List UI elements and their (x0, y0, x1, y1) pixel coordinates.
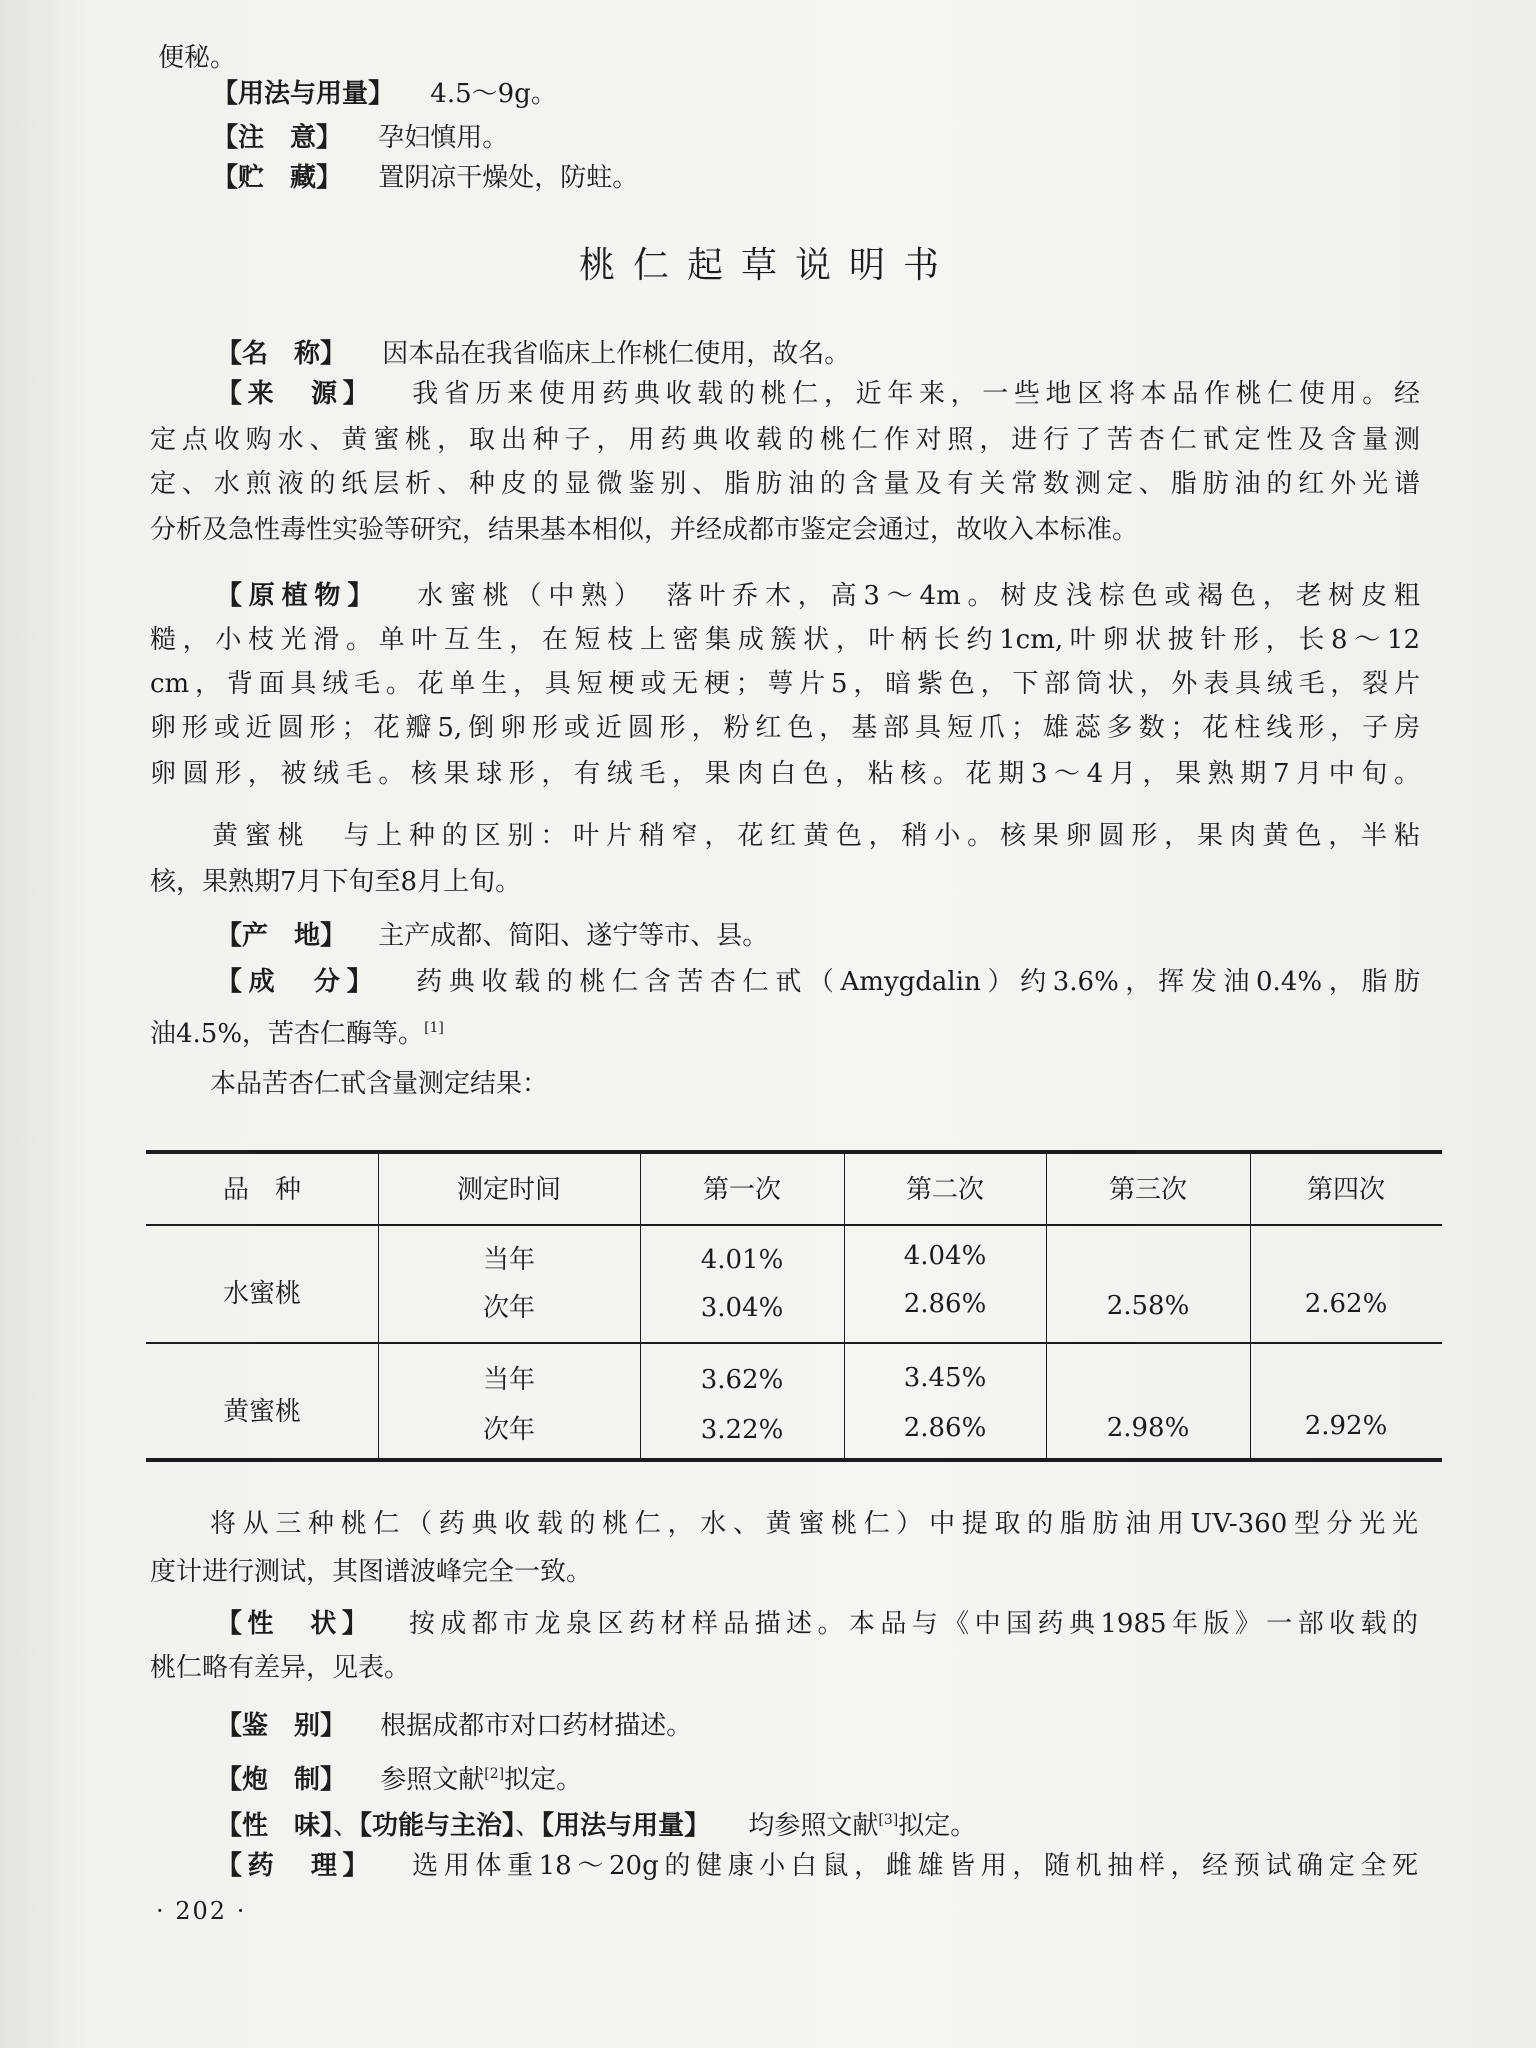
table-header-cell: 第二次 (905, 1175, 984, 1205)
taste-line (216, 1802, 976, 1844)
table-cell-value: 2.62% (1304, 1289, 1388, 1319)
proc-text-a: 参照文献 (380, 1765, 485, 1795)
usage-text: 4.5～9g。 (430, 79, 557, 109)
comp-line-1 (216, 964, 1420, 1000)
table-top-rule (146, 1150, 1442, 1154)
caution-tag: 【注 意】 (212, 123, 343, 153)
source-line-1 (216, 376, 1420, 412)
table-cell-value: 3.04% (700, 1293, 784, 1323)
table-cell-value: 3.22% (700, 1415, 784, 1445)
ident-text: 根据成都市对口药材描述。 (380, 1711, 693, 1741)
table-cell-variety: 黄蜜桃 (222, 1397, 301, 1427)
proc-text-b: 拟定。 (504, 1765, 583, 1795)
storage-tag: 【贮 藏】 (212, 163, 343, 193)
table-cell-value: 2.86% (903, 1289, 987, 1319)
table-cell-time: 当年 (482, 1365, 535, 1395)
storage-text: 置阴凉干燥处，防蛀。 (378, 163, 639, 193)
function-tag: 【功能与主治】 (359, 1811, 516, 1841)
usage-tag: 【用法与用量】 (212, 79, 395, 109)
caution-line (212, 120, 508, 156)
ident-tag: 【鉴 别】 (216, 1711, 347, 1741)
table-intro: 本品苦杏仁甙含量测定结果： (210, 1069, 549, 1099)
table-header-cell: 第三次 (1108, 1175, 1187, 1205)
pharm-text: 选用体重18～20g的健康小白鼠，雌雄皆用，随机抽样，经预试确定全死 (412, 1851, 1418, 1881)
use-tag: 【用法与用量】 (541, 1811, 711, 1841)
comp-text-1: 药典收载的桃仁含苦杏仁甙（Amygdalin）约3.6%，挥发油0.4%，脂肪 (416, 967, 1420, 997)
char-line-1 (216, 1606, 1418, 1642)
proc-line (216, 1756, 582, 1798)
table-cell-value: 3.62% (700, 1365, 784, 1395)
proc-tag: 【炮 制】 (216, 1765, 347, 1795)
separator: 、 (333, 1811, 360, 1841)
separator: 、 (515, 1811, 542, 1841)
origin-text: 主产成都、简阳、遂宁等市、县。 (378, 921, 769, 951)
plant-text-1: 水蜜桃（中熟） 落叶乔木，高3～4m。树皮浅棕色或褐色，老树皮粗 (417, 581, 1420, 611)
taste-text-b: 拟定。 (898, 1811, 977, 1841)
plant-text-3: cm，背面具绒毛。花单生，具短梗或无梗；萼片5，暗紫色，下部筒状，外表具绒毛，裂片 (150, 669, 1420, 699)
table-mid-rule (146, 1342, 1442, 1344)
page-number: · 202 · (156, 1897, 247, 1925)
table-header-cell: 测定时间 (456, 1175, 561, 1205)
table-header-rule (146, 1224, 1442, 1226)
char-text-2: 桃仁略有差异，见表。 (150, 1653, 411, 1683)
source-text-1: 我省历来使用药典收载的桃仁，近年来，一些地区将本品作桃仁使用。经 (412, 379, 1420, 409)
uv-text-2: 度计进行测试，其图谱波峰完全一致。 (150, 1557, 593, 1587)
pharm-tag: 【药 理】 (216, 1851, 375, 1881)
plant-text-4: 卵形或近圆形；花瓣5,倒卵形或近圆形，粉红色，基部具短爪；雄蕊多数；花柱线形，子房 (150, 713, 1420, 743)
plant-line-1 (216, 578, 1420, 614)
table-cell-value: 4.04% (903, 1241, 987, 1271)
origin-line (216, 918, 768, 954)
char-tag: 【性 状】 (216, 1609, 374, 1639)
source-text-2: 定点收购水、黄蜜桃，取出种子，用药典收载的桃仁作对照，进行了苦杏仁甙定性及含量测 (150, 425, 1420, 455)
table-cell-variety: 水蜜桃 (222, 1279, 301, 1309)
caution-text: 孕妇慎用。 (378, 123, 509, 153)
continued-text: 便秘。 (158, 43, 237, 73)
name-text: 因本品在我省临床上作桃仁使用，故名。 (382, 339, 851, 369)
comp-tag: 【成 分】 (216, 967, 380, 997)
table-cell-value: 2.58% (1106, 1291, 1190, 1321)
storage-line (212, 160, 638, 196)
document-title: 桃仁起草说明书 (578, 245, 957, 286)
taste-ref: [3] (878, 1812, 899, 1828)
table-cell-value: 4.01% (700, 1245, 784, 1275)
source-text-3: 定、水煎液的纸层析、种皮的显微鉴别、脂肪油的含量及有关常数测定、脂肪油的红外光谱 (150, 469, 1420, 499)
table-cell-time: 当年 (482, 1245, 535, 1275)
plant-tag: 【原植物】 (216, 581, 381, 611)
table-header-cell: 品 种 (222, 1175, 301, 1205)
pharm-line (216, 1848, 1418, 1884)
name-line (216, 336, 850, 372)
table-cell-value: 2.86% (903, 1413, 987, 1443)
name-tag: 【名 称】 (216, 339, 347, 369)
char-text-1: 按成都市龙泉区药材样品描述。本品与《中国药典1985年版》一部收载的 (408, 1609, 1418, 1639)
taste-text-a: 均参照文献 (748, 1811, 879, 1841)
proc-ref: [2] (484, 1766, 505, 1782)
table-header-cell: 第四次 (1306, 1175, 1385, 1205)
origin-tag: 【产 地】 (216, 921, 347, 951)
table-cell-time: 次年 (482, 1293, 535, 1323)
yellow-text-2: 核，果熟期7月下旬至8月上旬。 (150, 867, 522, 897)
table-header-cell: 第一次 (702, 1175, 781, 1205)
table-bottom-rule (146, 1458, 1442, 1462)
yellow-text-1: 黄蜜桃 与上种的区别：叶片稍窄，花红黄色，稍小。核果卵圆形，果肉黄色，半粘 (212, 821, 1420, 851)
uv-text-1: 将从三种桃仁（药典收载的桃仁，水、黄蜜桃仁）中提取的脂肪油用UV-360型分光光 (210, 1509, 1418, 1539)
ident-line (216, 1708, 692, 1744)
comp-line-2 (150, 1010, 444, 1052)
taste-tag: 【性 味】 (216, 1811, 334, 1841)
comp-text-2: 油4.5%，苦杏仁酶等。 (150, 1019, 425, 1049)
source-tag: 【来 源】 (216, 379, 375, 409)
table-cell-time: 次年 (482, 1415, 535, 1445)
plant-text-2: 糙，小枝光滑。单叶互生，在短枝上密集成簇状，叶柄长约1cm,叶卵状披针形，长8～12 (150, 625, 1420, 655)
comp-ref: [1] (424, 1020, 444, 1036)
source-text-4: 分析及急性毒性实验等研究，结果基本相似，并经成都市鉴定会通过，故收入本标准。 (150, 515, 1139, 545)
table-cell-value: 2.98% (1106, 1413, 1190, 1443)
plant-text-5: 卵圆形，被绒毛。核果球形，有绒毛，果肉白色，粘核。花期3～4月，果熟期7月中旬。 (150, 759, 1420, 789)
usage-line (212, 76, 557, 112)
table-cell-value: 2.92% (1304, 1411, 1388, 1441)
table-cell-value: 3.45% (903, 1363, 987, 1393)
